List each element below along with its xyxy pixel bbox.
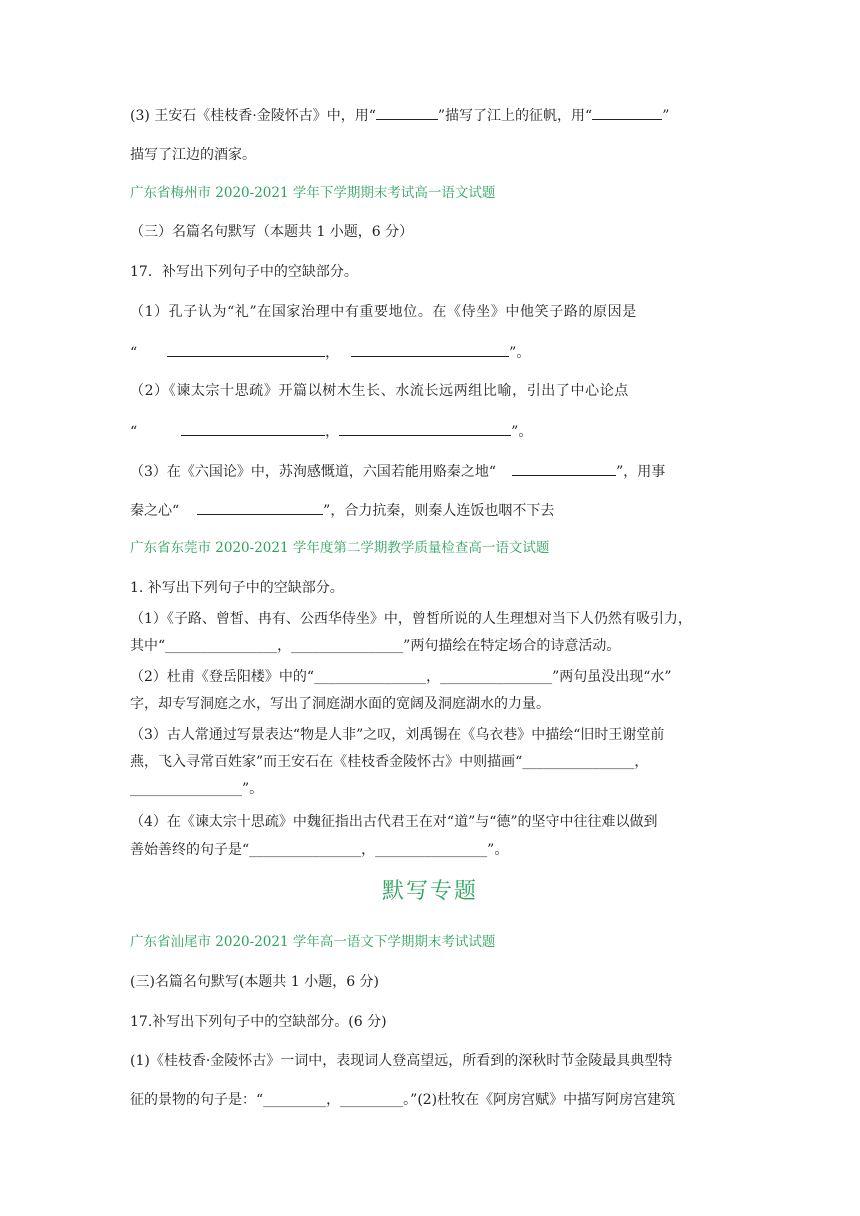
sub-question-3-line1 <box>130 460 665 482</box>
dg-sub-3-line2: 燕，飞入寻常百姓家”而王安石在《桂枝香金陵怀古》中则描画“________________， <box>130 754 649 770</box>
dg-sub-4-line2: 善始善终的句子是“________________，________________”。 <box>130 842 509 858</box>
text-segment: ”。 <box>509 345 531 361</box>
sub-question-2: （2）《谏太宗十思疏》开篇以树木生长、水流长远两组比喻，引出了中心论点 <box>130 383 629 399</box>
question-17: 17．补写出下列句子中的空缺部分。 <box>130 264 358 280</box>
section-heading: (三)名篇名句默写(本题共 1 小题，6 分) <box>130 974 380 990</box>
answer-blank[interactable] <box>351 341 509 357</box>
answer-blank[interactable] <box>197 499 323 515</box>
dg-sub-3-line1: （3）古人常通过写景表达“物是人非”之叹，刘禹锡在《乌衣巷》中描绘“旧时王谢堂前 <box>130 727 665 743</box>
answer-blank[interactable] <box>376 104 438 120</box>
answer-blank[interactable] <box>592 104 662 120</box>
source-heading-shanwei: 广东省汕尾市 2020-2021 学年高一语文下学期期末考试试题 <box>130 934 496 950</box>
text-segment: ”。 <box>511 424 533 440</box>
question-17: 17.补写出下列句子中的空缺部分。(6 分) <box>130 1014 387 1030</box>
dg-sub-1-line1: （1）《子路、曾皙、冉有、公西华侍坐》中，曾皙所说的人生理想对当下人仍然有吸引力， <box>130 611 692 627</box>
sec1-q3-line1 <box>130 104 669 126</box>
sub-question-2-blanks <box>130 420 532 442</box>
text-segment: （3）在《六国论》中，苏洵感慨道，六国若能用赂秦之地“ <box>130 464 497 480</box>
sec1-q3-line2: 描写了江边的酒家。 <box>130 147 256 163</box>
text-segment: ， <box>325 424 340 440</box>
text-segment: 秦之心“ <box>130 503 180 519</box>
text-segment: ”，用事 <box>616 464 666 480</box>
answer-blank[interactable] <box>181 420 325 436</box>
dg-sub-3-line3: ________________”。 <box>130 781 264 797</box>
text-segment: ， <box>325 345 340 361</box>
text-segment: (3) 王安石《桂枝香·金陵怀古》中，用“ <box>130 108 376 124</box>
sub-question-3-line2 <box>130 499 554 521</box>
dg-sub-2-line1: （2）杜甫《登岳阳楼》中的“________________，________________”两句虽没出现“水” <box>130 669 672 685</box>
dg-sub-1-line2: 其中“________________，________________”两句描绘在特定场合的诗意活动。 <box>130 638 621 654</box>
source-heading-meizhou: 广东省梅州市 2020-2021 学年下学期期末考试高一语文试题 <box>130 185 496 201</box>
text-segment: ”描写了江上的征帆，用“ <box>437 108 593 124</box>
sub-question-1: （1）孔子认为“礼”在国家治理中有重要地位。在《侍坐》中他笑子路的原因是 <box>130 304 637 320</box>
text-segment: “ <box>130 424 138 440</box>
dg-sub-4-line1: （4）在《谏太宗十思疏》中魏征指出古代君王在对“道”与“德”的坚守中往往难以做到 <box>130 814 658 830</box>
answer-blank[interactable] <box>512 460 616 476</box>
answer-blank[interactable] <box>339 420 511 436</box>
page-title: 默写专题 <box>381 879 478 904</box>
sw-sub-1-line1: (1)《桂枝香·金陵怀古》一词中，表现词人登高望远，所看到的深秋时节金陵最具典型特 <box>130 1053 673 1069</box>
dg-sub-2-line2: 字，却专写洞庭之水，写出了洞庭湖水面的宽阔及洞庭湖水的力量。 <box>130 696 550 712</box>
question-1: 1. 补写出下列句子中的空缺部分。 <box>130 580 344 596</box>
sw-sub-1-line2: 征的景物的句子是：“_________，_________。”(2)杜牧在《阿房宫赋》中描写阿房宫建筑 <box>130 1092 676 1108</box>
source-heading-dongguan: 广东省东莞市 2020-2021 学年度第二学期教学质量检查高一语文试题 <box>130 540 550 556</box>
sub-question-1-blanks <box>130 341 530 363</box>
answer-blank[interactable] <box>167 341 325 357</box>
text-segment: “ <box>130 345 138 361</box>
text-segment: ” <box>662 108 670 124</box>
section-heading: （三）名篇名句默写（本题共 1 小题，6 分） <box>130 224 414 240</box>
text-segment: ”，合力抗秦，则秦人连饭也咽不下去 <box>323 503 555 519</box>
